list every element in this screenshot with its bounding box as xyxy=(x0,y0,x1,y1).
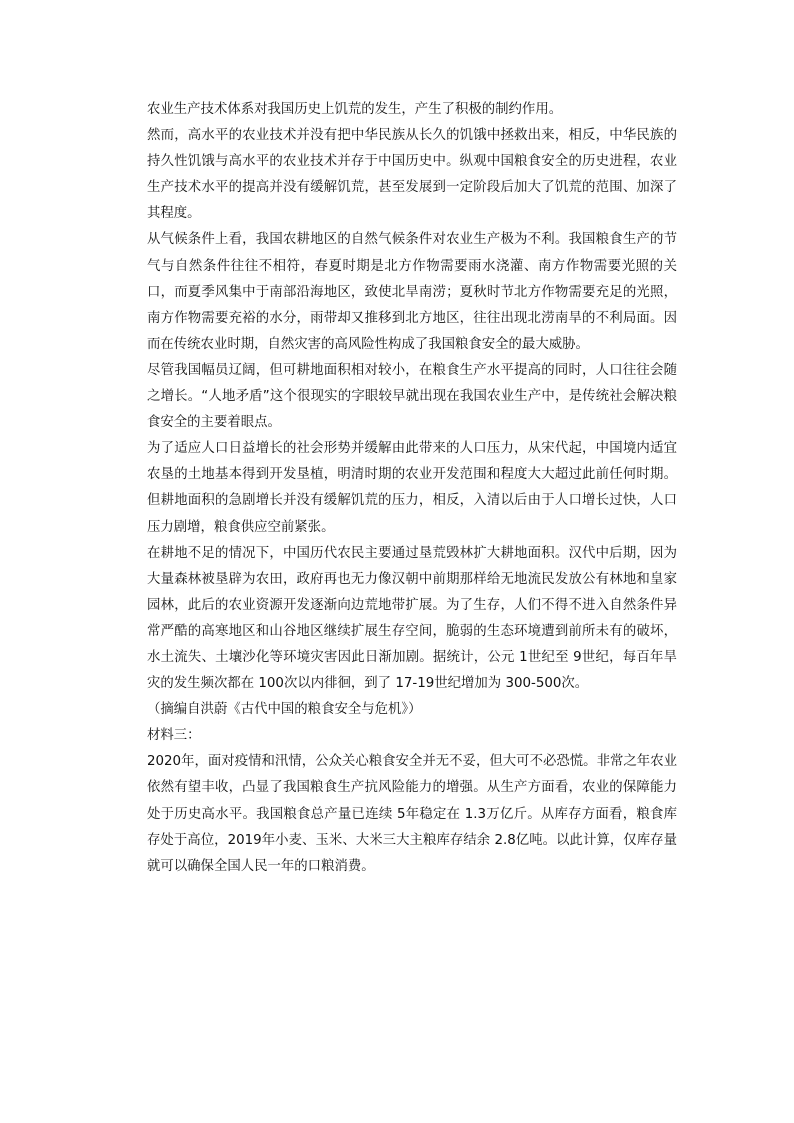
paragraph-3: 从气候条件上看，我国农耕地区的自然气候条件对农业生产极为不利。我国粮食生产的节气与自然条件往往不相符，春夏时期是北方作物需要雨水浇灌、南方作物需要光照的关口，而夏季风集中于南部沿海地区，致使北旱南涝；夏秋时节北方作物需要充足的光照，南方作物需要充裕的水分，雨带却又推移到北方地区，往往出现北涝南旱的不利局面。因而在传统农业时期，自然灾害的高风险性构成了我国粮食安全的最大威胁。 xyxy=(147,232,677,352)
source-citation: （摘编自洪蔚《古代中国的粮食安全与危机》） xyxy=(147,702,422,718)
paragraph-1: 农业生产技术体系对我国历史上饥荒的发生，产生了积极的制约作用。 xyxy=(147,102,563,117)
document-page xyxy=(147,97,677,880)
paragraph-4: 尽管我国幅员辽阔，但可耕地面积相对较小，在粮食生产水平提高的同时，人口往往会随之增长。“人地矛盾”这个很现实的字眼较早就出现在我国农业生产中，是传统社会解决粮食安全的主要着眼点。 xyxy=(147,362,677,431)
paragraph-7: 2020年，面对疫情和汛情，公众关心粮食安全并无不妥，但大可不必恐慌。非常之年农业依然有望丰收，凸显了我国粮食生产抗风险能力的增强。从生产方面看，农业的保障能力处于历史高水平。我国粮食总产量已连续 5年稳定在 1.3万亿斤。从库存方面看，粮食库存处于高位，2019年小麦、玉米、大米三大主粮库存结余 2.8亿吨。以此计算，仅库存量就可以确保全国人民一年的口粮消费。 xyxy=(147,754,677,874)
paragraph-6: 在耕地不足的情况下，中国历代农民主要通过垦荒毁林扩大耕地面积。汉代中后期，因为大量森林被垦辟为农田，政府再也无力像汉朝中前期那样给无地流民发放公有林地和皇家园林，此后的农业资源开发逐渐向边荒地带扩展。为了生存，人们不得不进入自然条件异常严酷的高寒地区和山谷地区继续扩展生存空间，脆弱的生态环境遭到前所未有的破坏，水土流失、土壤沙化等环境灾害因此日渐加剧。据统计，公元 1世纪至 9世纪，每百年旱灾的发生频次都在 100次以内徘徊，到了 17-19世纪增加为 300-500次。 xyxy=(147,545,677,692)
paragraph-2: 然而，高水平的农业技术并没有把中华民族从长久的饥饿中拯救出来，相反，中华民族的持久性饥饿与高水平的农业技术并存于中国历史中。纵观中国粮食安全的历史进程，农业生产技术水平的提高并没有缓解饥荒，甚至发展到一定阶段后加大了饥荒的范围、加深了其程度。 xyxy=(147,128,677,222)
paragraph-5: 为了适应人口日益增长的社会形势并缓解由此带来的人口压力，从宋代起，中国境内适宜农垦的土地基本得到开发垦植，明清时期的农业开发范围和程度大大超过此前任何时期。但耕地面积的急剧增长并没有缓解饥荒的压力，相反，入清以后由于人口增长过快，人口压力剧增，粮食供应空前紧张。 xyxy=(147,441,677,535)
section-heading-material-3: 材料三： xyxy=(147,728,201,744)
